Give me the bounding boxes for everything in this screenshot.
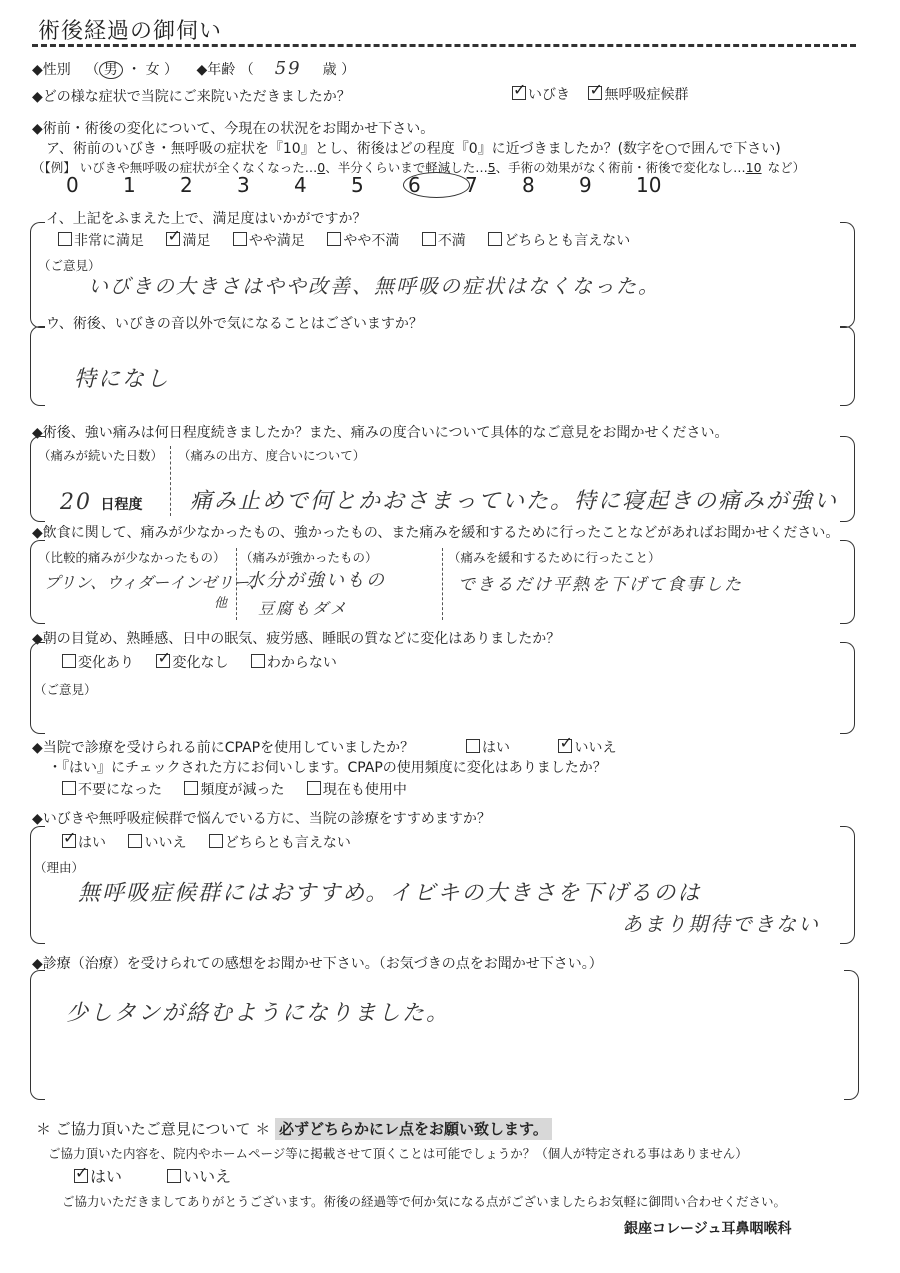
- consent-option-no[interactable]: いいえ: [167, 1167, 231, 1186]
- recommend-option-yes[interactable]: ✓はい: [62, 835, 106, 851]
- scale-5[interactable]: 5: [351, 173, 364, 197]
- food-less-extra[interactable]: 他: [214, 596, 230, 611]
- gender-female-option[interactable]: 女: [145, 62, 160, 78]
- food-less-value[interactable]: プリン、ウィダーインゼリー、: [44, 573, 265, 592]
- age-unit: 歳: [322, 62, 337, 78]
- change-scale: [66, 172, 693, 198]
- consent-option-yes[interactable]: ✓はい: [74, 1167, 122, 1186]
- gender-label: ◆性別: [32, 62, 71, 78]
- impression-bracket-right: [844, 970, 859, 1100]
- age-value[interactable]: 59: [274, 58, 302, 79]
- pain-days-unit: 日程度: [100, 497, 143, 513]
- satisfaction-question: イ、上記をふまえた上で、満足度はいかがですか？: [46, 211, 367, 227]
- other-bracket-right: [840, 326, 855, 406]
- impression-answer[interactable]: 少しタンが絡むようになりました。: [66, 1001, 451, 1026]
- satisfaction-options: [58, 230, 648, 250]
- gender-male-option[interactable]: 男: [99, 61, 123, 79]
- consent-heading-2: 必ずどちらかにレ点をお願い致します。: [275, 1118, 552, 1140]
- satisfaction-opinion-label: （ご意見）: [38, 258, 101, 273]
- consent-question: ご協力頂いた内容を、院内やホームページ等に掲載させて頂くことは可能でしょうか？（個人が特定される事はありません）: [48, 1146, 748, 1161]
- footer-thanks: ご協力いただきましてありがとうございます。術後の経過等で何か気になる点がございましたらお気軽に御問い合わせください。: [62, 1194, 787, 1209]
- food-strong-value-2[interactable]: 豆腐もダメ: [258, 599, 349, 618]
- change-main-question: ◆術前・術後の変化について、今現在の状況をお聞かせ下さい。: [32, 121, 435, 137]
- cpap-question: ◆当院で診療を受けられる前にCPAPを使用していましたか？: [32, 740, 415, 756]
- change-question-a: ア、術前のいびき・無呼吸の症状を『10』とし、術後はどの程度『0』に近づきましたか？(数字を○で囲んで下さい): [46, 141, 781, 157]
- consent-options: [74, 1164, 231, 1187]
- recommend-bracket-left: [30, 826, 45, 944]
- cpap-option-no[interactable]: ✓ いいえ: [558, 740, 616, 756]
- pain-days-label: （痛みが続いた日数）: [38, 448, 164, 463]
- recommend-reason-2[interactable]: あまり期待できない: [622, 912, 820, 936]
- other-concerns-answer[interactable]: 特になし: [74, 367, 171, 392]
- sleep-options: [62, 652, 355, 672]
- scale-6[interactable]: 6: [408, 172, 465, 198]
- cpap-followup: ・『はい』にチェックされた方にお伺いします。CPAPの使用頻度に変化はありましたか？: [48, 760, 607, 776]
- pain-detail-label: （痛みの出方、度合いについて）: [178, 448, 366, 463]
- food-bracket-right: [840, 540, 855, 624]
- sleep-question: ◆朝の目覚め、熟睡感、日中の眠気、疲労感、睡眠の質などに変化はありましたか？: [32, 631, 561, 647]
- pain-days-value[interactable]: 20: [60, 490, 92, 515]
- recommend-options: [62, 832, 369, 852]
- food-less-label: （比較的痛みが少なかったもの）: [38, 550, 226, 565]
- scale-3[interactable]: 3: [237, 173, 250, 197]
- cpap-option-yes[interactable]: はい: [466, 740, 510, 756]
- impression-bracket-left: [30, 970, 45, 1100]
- satisfaction-option-neither[interactable]: どちらとも言えない: [488, 233, 630, 249]
- food-relief-value[interactable]: できるだけ平熱を下げて食事した: [458, 575, 743, 595]
- scale-0[interactable]: 0: [66, 173, 79, 197]
- scale-7[interactable]: 7: [465, 173, 478, 197]
- sleep-option-unknown[interactable]: わからない: [251, 655, 337, 671]
- food-strong-value-1[interactable]: 水分が強いもの: [246, 570, 386, 591]
- satisfaction-option-dis[interactable]: 不満: [422, 233, 466, 249]
- cpap-followup-still[interactable]: 現在も使用中: [307, 782, 407, 798]
- other-bracket-left: [30, 326, 45, 406]
- satisfaction-bracket-right: [840, 222, 855, 328]
- sleep-bracket-right: [840, 642, 855, 734]
- pain-days: [60, 490, 142, 515]
- scale-8[interactable]: 8: [522, 173, 535, 197]
- cpap-followup-unneeded[interactable]: 不要になった: [62, 782, 162, 798]
- food-divider-2: [442, 548, 443, 620]
- satisfaction-option-somewhat[interactable]: やや満足: [233, 233, 305, 249]
- pain-bracket-right: [840, 436, 855, 522]
- recommend-question: ◆いびきや無呼吸症候群で悩んでいる方に、当院の診療をすすめますか？: [32, 811, 491, 827]
- recommend-reason-1[interactable]: 無呼吸症候群にはおすすめ。イビキの大きさを下げるのは: [78, 881, 702, 906]
- clinic-name: 銀座コレージュ耳鼻咽喉科: [624, 1221, 792, 1237]
- symptom-option-apnea[interactable]: ✓ 無呼吸症候群: [588, 87, 688, 103]
- food-relief-label: （痛みを緩和するために行ったこと）: [448, 550, 661, 565]
- age-label: ◆年齢: [196, 62, 236, 78]
- satisfaction-option-satisfied[interactable]: ✓ 満足: [166, 233, 210, 249]
- pain-question: ◆術後、強い痛みは何日程度続きましたか？また、痛みの度合いについて具体的なご意見をお聞かせください。: [32, 425, 729, 441]
- page-title: 術後経過の御伺い: [38, 19, 223, 44]
- cpap-followup-options: [62, 779, 425, 799]
- symptom-question: ◆どの様な症状で当院にご来院いただきましたか？: [32, 89, 351, 105]
- checkbox-icon[interactable]: [512, 86, 526, 100]
- recommend-option-no[interactable]: いいえ: [128, 835, 186, 851]
- pain-detail[interactable]: 痛み止めで何とかおさまっていた。特に寝起きの痛みが強い: [190, 489, 839, 514]
- recommend-option-neither[interactable]: どちらとも言えない: [209, 835, 351, 851]
- symptom-options: [512, 84, 688, 104]
- satisfaction-option-very[interactable]: 非常に満足: [58, 233, 144, 249]
- gender-row: ◆性別 （ 男 ・ 女 ） ◆年齢 （ 59 歳 ）: [32, 58, 356, 79]
- scale-1[interactable]: 1: [123, 173, 136, 197]
- consent-heading: [36, 1118, 552, 1139]
- recommend-bracket-right: [840, 826, 855, 944]
- symptom-option-snoring[interactable]: ✓ いびき: [512, 87, 570, 103]
- scale-9[interactable]: 9: [579, 173, 592, 197]
- impression-question: ◆診療（治療）を受けられての感想をお聞かせ下さい。（お気づきの点をお聞かせ下さい。）: [32, 956, 603, 972]
- sleep-option-changed[interactable]: 変化あり: [62, 655, 134, 671]
- food-strong-label: （痛みが強かったもの）: [240, 550, 378, 565]
- pain-divider: [170, 446, 171, 516]
- scale-2[interactable]: 2: [180, 173, 193, 197]
- recommend-reason-label: （理由）: [34, 860, 85, 875]
- other-concerns-question: ウ、術後、いびきの音以外で気になることはございますか？: [46, 316, 423, 332]
- checkbox-icon[interactable]: [588, 86, 602, 100]
- cpap-options: [466, 737, 616, 757]
- cpap-followup-reduced[interactable]: 頻度が減った: [184, 782, 284, 798]
- satisfaction-opinion[interactable]: いびきの大きさはやや改善、無呼吸の症状はなくなった。: [88, 274, 660, 298]
- satisfaction-bracket-left: [30, 222, 45, 328]
- satisfaction-option-somewhat-dis[interactable]: やや不満: [327, 233, 399, 249]
- change-example: （【例】 いびきや無呼吸の症状が全くなくなった…0、半分くらいまで軽減した…5、手術の効果がなく術前・術後で変化なし…10 など）: [32, 160, 806, 175]
- food-question: ◆飲食に関して、痛みが少なかったもの、強かったもの、また痛みを緩和するために行ったことなどがあればお聞かせください。: [32, 525, 840, 541]
- title-divider: [32, 44, 856, 47]
- sleep-opinion-label: （ご意見）: [34, 682, 97, 697]
- sleep-option-unchanged[interactable]: ✓ 変化なし: [156, 655, 228, 671]
- scale-4[interactable]: 4: [294, 173, 307, 197]
- scale-10[interactable]: 10: [636, 173, 662, 197]
- consent-heading-1: ＊ ご協力頂いたご意見について ＊: [36, 1120, 271, 1138]
